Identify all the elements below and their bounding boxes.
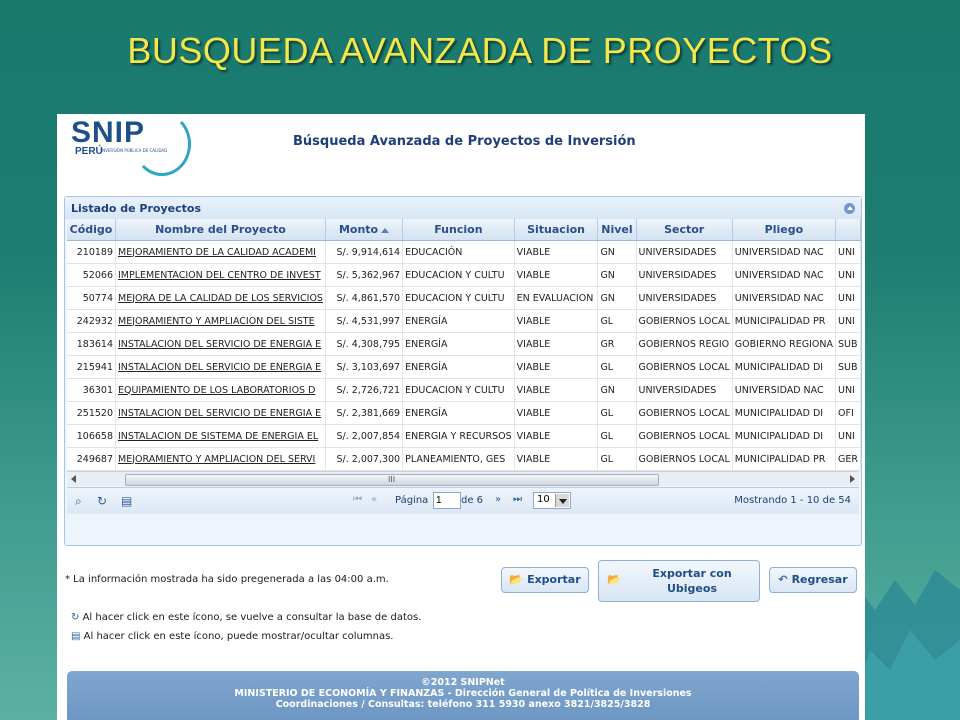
table-cell: 251520 bbox=[67, 402, 116, 425]
table-row[interactable] bbox=[67, 448, 861, 471]
table-cell: GL bbox=[598, 402, 636, 425]
next-page-icon[interactable]: » bbox=[495, 494, 502, 505]
table-cell: UNIVERSIDADES bbox=[636, 264, 732, 287]
table-cell: VIABLE bbox=[514, 379, 598, 402]
projects-table bbox=[67, 219, 861, 471]
table-cell: S/. 3,103,697 bbox=[325, 356, 402, 379]
column-header[interactable]: Pliego bbox=[732, 219, 835, 241]
table-cell: ENERGÍA bbox=[403, 310, 515, 333]
sort-icon[interactable] bbox=[381, 228, 389, 233]
project-link[interactable]: INSTALACION DEL SERVICIO DE ENERGIA E bbox=[116, 333, 326, 356]
table-cell: UNIVERSIDAD NAC bbox=[732, 264, 835, 287]
table-cell: 242932 bbox=[67, 310, 116, 333]
scroll-right-icon[interactable] bbox=[850, 475, 855, 483]
column-header[interactable]: Funcion bbox=[403, 219, 515, 241]
prev-page-icon[interactable]: « bbox=[371, 494, 378, 505]
project-link[interactable]: MEJORAMIENTO Y AMPLIACION DEL SISTE bbox=[116, 310, 326, 333]
table-cell: 36301 bbox=[67, 379, 116, 402]
refresh-note: ↻ Al hacer click en este ícono, se vuelve a consultar la base de datos. bbox=[71, 612, 422, 623]
table-row[interactable] bbox=[67, 241, 861, 264]
search-icon[interactable]: ⌕ bbox=[75, 494, 82, 508]
table-cell: MUNICIPALIDAD DI bbox=[732, 356, 835, 379]
table-row[interactable] bbox=[67, 264, 861, 287]
table-cell: VIABLE bbox=[514, 448, 598, 471]
table-cell: EDUCACION Y CULTU bbox=[403, 264, 515, 287]
table-cell: GR bbox=[598, 333, 636, 356]
table-cell: GOBIERNOS LOCAL bbox=[636, 310, 732, 333]
table-cell: PLANEAMIENTO, GES bbox=[403, 448, 515, 471]
page-size-select[interactable]: 10 bbox=[533, 492, 571, 509]
table-cell: 249687 bbox=[67, 448, 116, 471]
table-cell: 210189 bbox=[67, 241, 116, 264]
table-cell: VIABLE bbox=[514, 333, 598, 356]
table-cell: S/. 2,726,721 bbox=[325, 379, 402, 402]
table-cell: MUNICIPALIDAD PR bbox=[732, 448, 835, 471]
table-cell: S/. 5,362,967 bbox=[325, 264, 402, 287]
column-header[interactable]: Sector bbox=[636, 219, 732, 241]
table-row[interactable] bbox=[67, 379, 861, 402]
table-row[interactable] bbox=[67, 425, 861, 448]
table-cell: UNI bbox=[836, 287, 861, 310]
table-row[interactable] bbox=[67, 356, 861, 379]
column-header[interactable]: Nombre del Proyecto bbox=[116, 219, 326, 241]
table-cell: ENERGÍA bbox=[403, 356, 515, 379]
column-header[interactable]: Situacion bbox=[514, 219, 598, 241]
export-ubigeos-button[interactable]: 📂 Exportar con Ubigeos bbox=[598, 560, 760, 602]
table-cell: UNIVERSIDAD NAC bbox=[732, 379, 835, 402]
table-cell: VIABLE bbox=[514, 241, 598, 264]
table-cell: UNIVERSIDADES bbox=[636, 379, 732, 402]
project-link[interactable]: MEJORAMIENTO DE LA CALIDAD ACADEMI bbox=[116, 241, 326, 264]
refresh-icon[interactable]: ↻ bbox=[97, 494, 108, 508]
panel-title: Listado de Proyectos bbox=[71, 202, 201, 215]
table-cell: MUNICIPALIDAD DI bbox=[732, 402, 835, 425]
project-link[interactable]: EQUIPAMIENTO DE LOS LABORATORIOS D bbox=[116, 379, 326, 402]
table-cell: UNI bbox=[836, 241, 861, 264]
refresh-icon: ↻ bbox=[71, 612, 80, 623]
last-page-icon[interactable]: ⏭ bbox=[513, 494, 522, 505]
page-number-input[interactable] bbox=[433, 492, 461, 509]
columns-icon: ▤ bbox=[71, 631, 81, 642]
table-cell: UNIVERSIDAD NAC bbox=[732, 287, 835, 310]
table-cell: VIABLE bbox=[514, 402, 598, 425]
table-cell: S/. 4,861,570 bbox=[325, 287, 402, 310]
table-cell: GN bbox=[598, 379, 636, 402]
table-row[interactable] bbox=[67, 310, 861, 333]
table-cell: EDUCACIÓN bbox=[403, 241, 515, 264]
table-cell: GL bbox=[598, 356, 636, 379]
footer: ©2012 SNIPNet MINISTERIO DE ECONOMÍA Y FINANZAS - Dirección General de Política de Inversiones Coordinaciones / Consultas: teléfono 311 5930 anexo 3821/3825/3828 bbox=[67, 671, 859, 720]
table-row[interactable] bbox=[67, 333, 861, 356]
table-cell: GN bbox=[598, 287, 636, 310]
first-page-icon[interactable]: ⏮ bbox=[353, 494, 362, 505]
table-cell: UNI bbox=[836, 310, 861, 333]
table-cell: GOBIERNOS LOCAL bbox=[636, 425, 732, 448]
project-link[interactable]: INSTALACION DE SISTEMA DE ENERGIA EL bbox=[116, 425, 326, 448]
table-row[interactable] bbox=[67, 402, 861, 425]
table-cell: GOBIERNO REGIONA bbox=[732, 333, 835, 356]
projects-panel bbox=[64, 196, 862, 546]
table-cell: GOBIERNOS LOCAL bbox=[636, 356, 732, 379]
project-link[interactable]: MEJORA DE LA CALIDAD DE LOS SERVICIOS bbox=[116, 287, 326, 310]
table-cell: S/. 2,007,300 bbox=[325, 448, 402, 471]
browser-content bbox=[57, 114, 865, 720]
folder-icon: 📂 bbox=[509, 573, 524, 586]
project-link[interactable]: INSTALACION DEL SERVICIO DE ENERGIA E bbox=[116, 402, 326, 425]
table-cell: MUNICIPALIDAD DI bbox=[732, 425, 835, 448]
folder-icon: 📂 bbox=[607, 573, 621, 586]
generated-note: * La información mostrada ha sido pregenerada a las 04:00 a.m. bbox=[65, 574, 389, 585]
column-header[interactable]: Monto bbox=[325, 219, 402, 241]
panel-header bbox=[65, 197, 861, 219]
table-cell: GL bbox=[598, 310, 636, 333]
chevron-down-icon[interactable] bbox=[555, 494, 569, 507]
snip-logo: SNIP PERÚ INVERSIÓN PÚBLICA DE CALIDAD bbox=[71, 116, 191, 174]
table-cell: VIABLE bbox=[514, 356, 598, 379]
scroll-thumb[interactable]: III bbox=[125, 474, 659, 486]
project-link[interactable]: MEJORAMIENTO Y AMPLIACION DEL SERVI bbox=[116, 448, 326, 471]
records-count: Mostrando 1 - 10 de 54 bbox=[734, 495, 851, 506]
column-header[interactable]: Código bbox=[67, 219, 116, 241]
collapse-icon[interactable] bbox=[844, 203, 855, 214]
table-cell: UNI bbox=[836, 264, 861, 287]
table-row[interactable] bbox=[67, 287, 861, 310]
pager: ⌕ ↻ ▤ ⏮ « Página 1 de 6 » ⏭ 10 Mostrando 1 - 10 de 54 bbox=[67, 487, 859, 514]
table-cell: SUB bbox=[836, 333, 861, 356]
table-cell: 183614 bbox=[67, 333, 116, 356]
table-cell: GOBIERNOS LOCAL bbox=[636, 402, 732, 425]
table-cell: SUB bbox=[836, 356, 861, 379]
table-cell: 50774 bbox=[67, 287, 116, 310]
back-button[interactable]: ↶ Regresar bbox=[769, 567, 857, 593]
table-cell: EN EVALUACION bbox=[514, 287, 598, 310]
table-cell: ENERGIA Y RECURSOS bbox=[403, 425, 515, 448]
table-cell: GN bbox=[598, 241, 636, 264]
table-cell: S/. 2,381,669 bbox=[325, 402, 402, 425]
table-cell: UNIVERSIDADES bbox=[636, 241, 732, 264]
column-header[interactable] bbox=[836, 219, 861, 241]
table-cell: S/. 4,531,997 bbox=[325, 310, 402, 333]
table-cell: VIABLE bbox=[514, 264, 598, 287]
table-cell: EDUCACION Y CULTU bbox=[403, 287, 515, 310]
return-icon: ↶ bbox=[778, 573, 788, 586]
table-cell: ENERGÍA bbox=[403, 333, 515, 356]
table-cell: S/. 9,914,614 bbox=[325, 241, 402, 264]
table-cell: ENERGÍA bbox=[403, 402, 515, 425]
export-button[interactable]: 📂 Exportar bbox=[501, 567, 589, 593]
slide-title: BUSQUEDA AVANZADA DE PROYECTOS bbox=[127, 30, 833, 71]
page-title: Búsqueda Avanzada de Proyectos de Inversión bbox=[293, 134, 636, 149]
table-cell: GN bbox=[598, 264, 636, 287]
table-cell: OFI bbox=[836, 402, 861, 425]
table-cell: S/. 4,308,795 bbox=[325, 333, 402, 356]
table-cell: 215941 bbox=[67, 356, 116, 379]
table-cell: MUNICIPALIDAD PR bbox=[732, 310, 835, 333]
table-cell: UNI bbox=[836, 379, 861, 402]
table-cell: UNI bbox=[836, 425, 861, 448]
table-cell: S/. 2,007,854 bbox=[325, 425, 402, 448]
table-cell: VIABLE bbox=[514, 310, 598, 333]
table-cell: 106658 bbox=[67, 425, 116, 448]
horizontal-scrollbar[interactable] bbox=[67, 471, 859, 486]
table-cell: GOBIERNOS REGIO bbox=[636, 333, 732, 356]
project-link[interactable]: INSTALACION DEL SERVICIO DE ENERGIA E bbox=[116, 356, 326, 379]
table-cell: UNIVERSIDADES bbox=[636, 287, 732, 310]
project-link[interactable]: IMPLEMENTACION DEL CENTRO DE INVEST bbox=[116, 264, 326, 287]
table-cell: GER bbox=[836, 448, 861, 471]
table-cell: UNIVERSIDAD NAC bbox=[732, 241, 835, 264]
table-cell: EDUCACION Y CULTU bbox=[403, 379, 515, 402]
columns-note: ▤ Al hacer click en este ícono, puede mostrar/ocultar columnas. bbox=[71, 631, 394, 642]
table-cell: GOBIERNOS LOCAL bbox=[636, 448, 732, 471]
table-cell: GL bbox=[598, 425, 636, 448]
scroll-left-icon[interactable] bbox=[71, 475, 76, 483]
column-header[interactable]: Nivel bbox=[598, 219, 636, 241]
columns-icon[interactable]: ▤ bbox=[121, 494, 133, 508]
table-cell: GL bbox=[598, 448, 636, 471]
table-cell: 52066 bbox=[67, 264, 116, 287]
table-cell: VIABLE bbox=[514, 425, 598, 448]
